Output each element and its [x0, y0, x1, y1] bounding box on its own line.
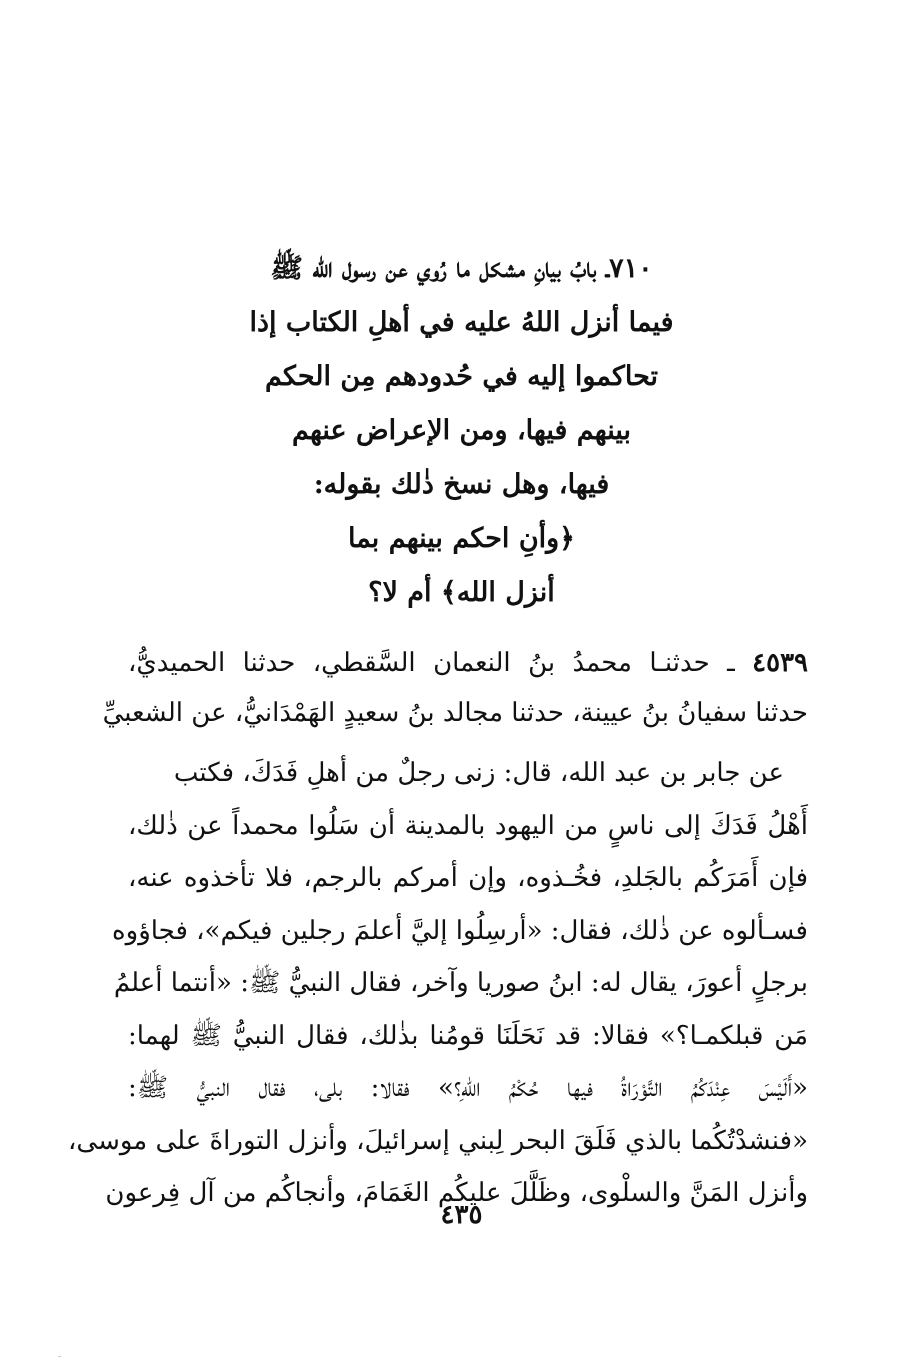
body-line: أَهْلُ فَدَكَ إلى ناسٍ من اليهود بالمدينة أن سَلُوا محمداً عن ذٰلك، [128, 810, 808, 841]
isnad-line [128, 638, 808, 688]
chapter-title-line: أنزل الله﴾ أم لا؟ [368, 577, 555, 608]
chapter-title-line: تحاكموا إليه في حُدودهم مِن الحكم [264, 361, 659, 392]
body-line: «أَلَيْسَ عِنْدَكُمُ التَّوْرَاةُ فيها حُكْمُ اللهِ؟» فقالا: بلى، فقال النبيُّ ﷺ: [128, 1073, 808, 1103]
body-line: وأنزل المَنَّ والسلْوى، وظَلَّلَ عليكُم الغَمَامَ، وأنجاكُم من آل فِرعون [105, 1178, 808, 1208]
body-line: مَن قبلكمـا؟» فقالا: قد نَحَلَنَا قومُنا بذٰلك، فقال النبيُّ ﷺ لهما: [128, 1020, 808, 1051]
body-line: فسـألوه عن ذٰلك، فقال: «أرسِلُوا إليَّ أعلمَ رجلين فيكم»، فجاؤوه [112, 915, 808, 946]
hadith-body [68, 747, 808, 1220]
hadith-isnad [102, 638, 808, 738]
chapter-title-line: ﴿وأنِ احكم بينهم بما [347, 523, 576, 554]
chapter-title-line: ٧١٠ـ بابُ بيانِ مشكل ما رُوي عن رسول الله ﷺ [270, 253, 653, 284]
body-line: عن جابر بن عبد الله، قال: زنى رجلٌ من أهلِ فَدَكَ، فكتب [173, 758, 784, 788]
scan-speck [58, 1356, 61, 1357]
chapter-title-line: فيما أنزل اللهُ عليه في أهلِ الكتاب إذا [249, 307, 674, 338]
hadith-number: ٤٥٣٩ [752, 648, 808, 678]
chapter-title-line: بينهم فيها، ومن الإعراض عنهم [291, 415, 632, 446]
body-line: «فنشدْتُكُما بالذي فَلَقَ البحر لِبني إسرائيلَ، وأنزل التوراةَ على موسى، [68, 1125, 808, 1156]
isnad-line: حدثنا سفيانُ بنُ عيينة، حدثنا مجالد بنُ سعيدٍ الهَمْدَانيُّ، عن الشعبيِّ [102, 698, 808, 728]
chapter-title-line: فيها، وهل نسخ ذٰلك بقوله: [313, 469, 610, 500]
body-line: برجلٍ أعورَ، يقال له: ابنُ صوريا وآخر، فقال النبيُّ ﷺ: «أنتما أعلمُ [113, 968, 808, 998]
page-number: ٤٣٥ [440, 1200, 483, 1230]
chapter-title [120, 242, 803, 620]
isnad-text: ـ حدثنـا محمدُ بنُ النعمان السَّقطي، حدثنا الحميديُّ، [128, 648, 753, 678]
body-line: فإن أَمَرَكُم بالجَلدِ، فخُـذوه، وإن أمركم بالرجم، فلا تأخذوه عنه، [128, 863, 808, 893]
